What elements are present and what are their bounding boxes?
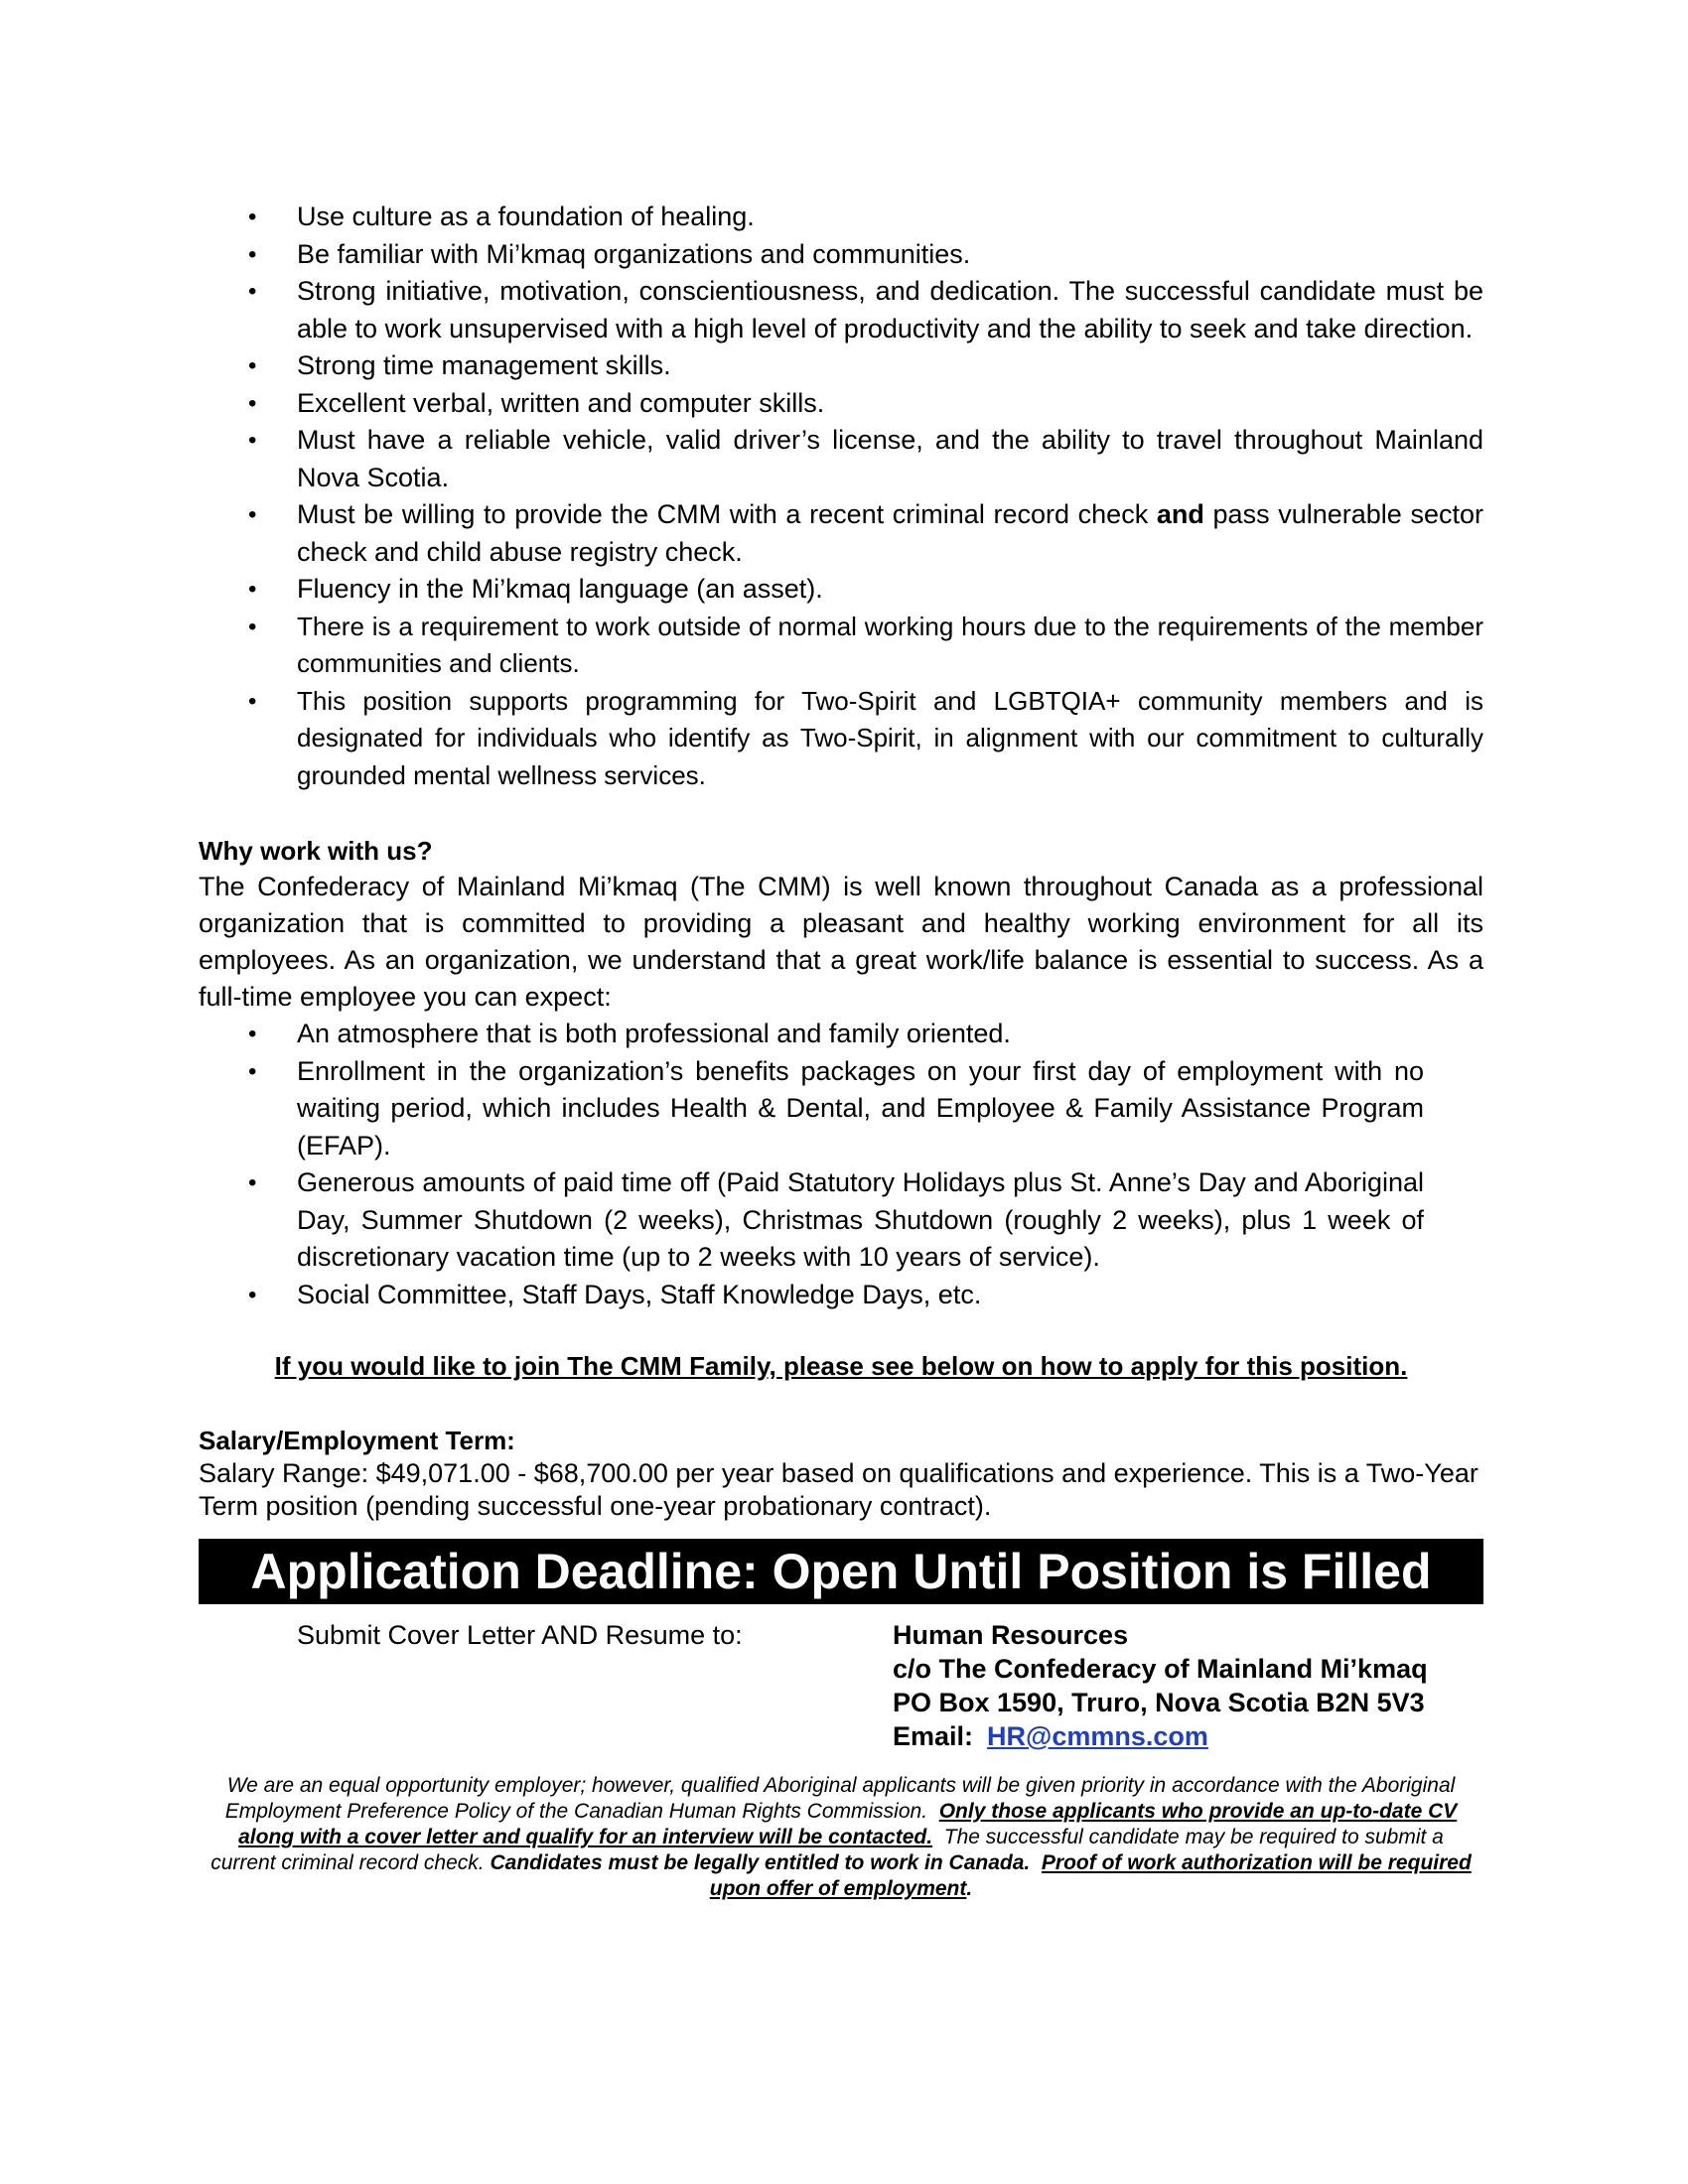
- list-item: • Must be willing to provide the CMM with a recent criminal record check and pass vulnerable sector check and child abuse registry check.: [199, 496, 1483, 571]
- email-label: Email:: [893, 1721, 974, 1751]
- why-work-heading: Why work with us?: [199, 836, 433, 866]
- requirements-list: [199, 199, 1483, 794]
- hr-address: [893, 1618, 1428, 1753]
- submit-label: Submit Cover Letter AND Resume to:: [297, 1620, 743, 1650]
- salary-text: Salary Range: $49,071.00 - $68,700.00 per year based on qualifications and experience. This is a Two-Year Term position (pending successful one-year probationary contract).: [199, 1458, 1478, 1521]
- list-item: • Excellent verbal, written and computer skills.: [199, 385, 1483, 423]
- list-item: • This position supports programming for Two-Spirit and LGBTQIA+ community members and is designated for individuals who identify as Two-Spirit, in alignment with our commitment to culturally grounded mental wellness services.: [199, 683, 1483, 795]
- list-item: • There is a requirement to work outside of normal working hours due to the requirements of the member communities and clients.: [199, 609, 1483, 683]
- email-line: [893, 1719, 1428, 1753]
- salary-heading: Salary/Employment Term:: [199, 1426, 515, 1455]
- list-item: • Social Committee, Staff Days, Staff Knowledge Days, etc.: [199, 1277, 1483, 1314]
- list-item: • Fluency in the Mi’kmaq language (an asset).: [199, 571, 1483, 609]
- list-item: • Strong initiative, motivation, conscientiousness, and dedication. The successful candidate must be able to work unsupervised with a high level of productivity and the ability to seek and take direction.: [199, 273, 1483, 347]
- list-item: • Enrollment in the organization’s benefits packages on your first day of employment with no waiting period, which includes Health & Dental, and Employee & Family Assistance Program (EFAP).: [199, 1053, 1483, 1165]
- why-work-paragraph: The Confederacy of Mainland Mi’kmaq (The CMM) is well known throughout Canada as a professional organization that is committed to providing a pleasant and healthy working environment for all its employees. As an organization, we understand that a great work/life balance is essential to success. As a full-time employee you can expect:: [199, 872, 1483, 1012]
- list-item: • Strong time management skills.: [199, 347, 1483, 385]
- email-link[interactable]: HR@cmmns.com: [987, 1721, 1208, 1751]
- equal-opportunity-notice: We are an equal opportunity employer; however, qualified Aboriginal applicants will be given priority in accordance with the Aboriginal Employment Preference Policy of the Canadian Human Rights Commission. Only those applicants who provide an up-to-date CV along with a cover letter and qualify for an interview will be contacted. The successful candidate may be required to submit a current criminal record check. Candidates must be legally entitled to work in Canada. Proof of work authorization will be required upon offer of employment.: [211, 1774, 1472, 1900]
- address-line: PO Box 1590, Truro, Nova Scotia B2N 5V3: [893, 1688, 1425, 1717]
- apply-call-to-action: If you would like to join The CMM Family, please see below on how to apply for this position.: [274, 1351, 1408, 1381]
- job-posting-page: [199, 199, 1483, 1902]
- submit-section: [199, 1604, 1483, 1751]
- benefits-list: [199, 1016, 1483, 1313]
- list-item: • Must have a reliable vehicle, valid driver’s license, and the ability to travel throughout Mainland Nova Scotia.: [199, 422, 1483, 496]
- list-item: • Generous amounts of paid time off (Paid Statutory Holidays plus St. Anne’s Day and Aboriginal Day, Summer Shutdown (2 weeks), Christmas Shutdown (roughly 2 weeks), plus 1 week of discretionary vacation time (up to 2 weeks with 10 years of service).: [199, 1164, 1483, 1277]
- address-line: c/o The Confederacy of Mainland Mi’kmaq: [893, 1654, 1428, 1684]
- list-item: • An atmosphere that is both professional and family oriented.: [199, 1016, 1483, 1053]
- list-item: • Be familiar with Mi’kmaq organizations and communities.: [199, 236, 1483, 274]
- address-line: Human Resources: [893, 1620, 1129, 1650]
- list-item: • Use culture as a foundation of healing.: [199, 199, 1483, 236]
- application-deadline-banner: Application Deadline: Open Until Position is Filled: [199, 1539, 1483, 1604]
